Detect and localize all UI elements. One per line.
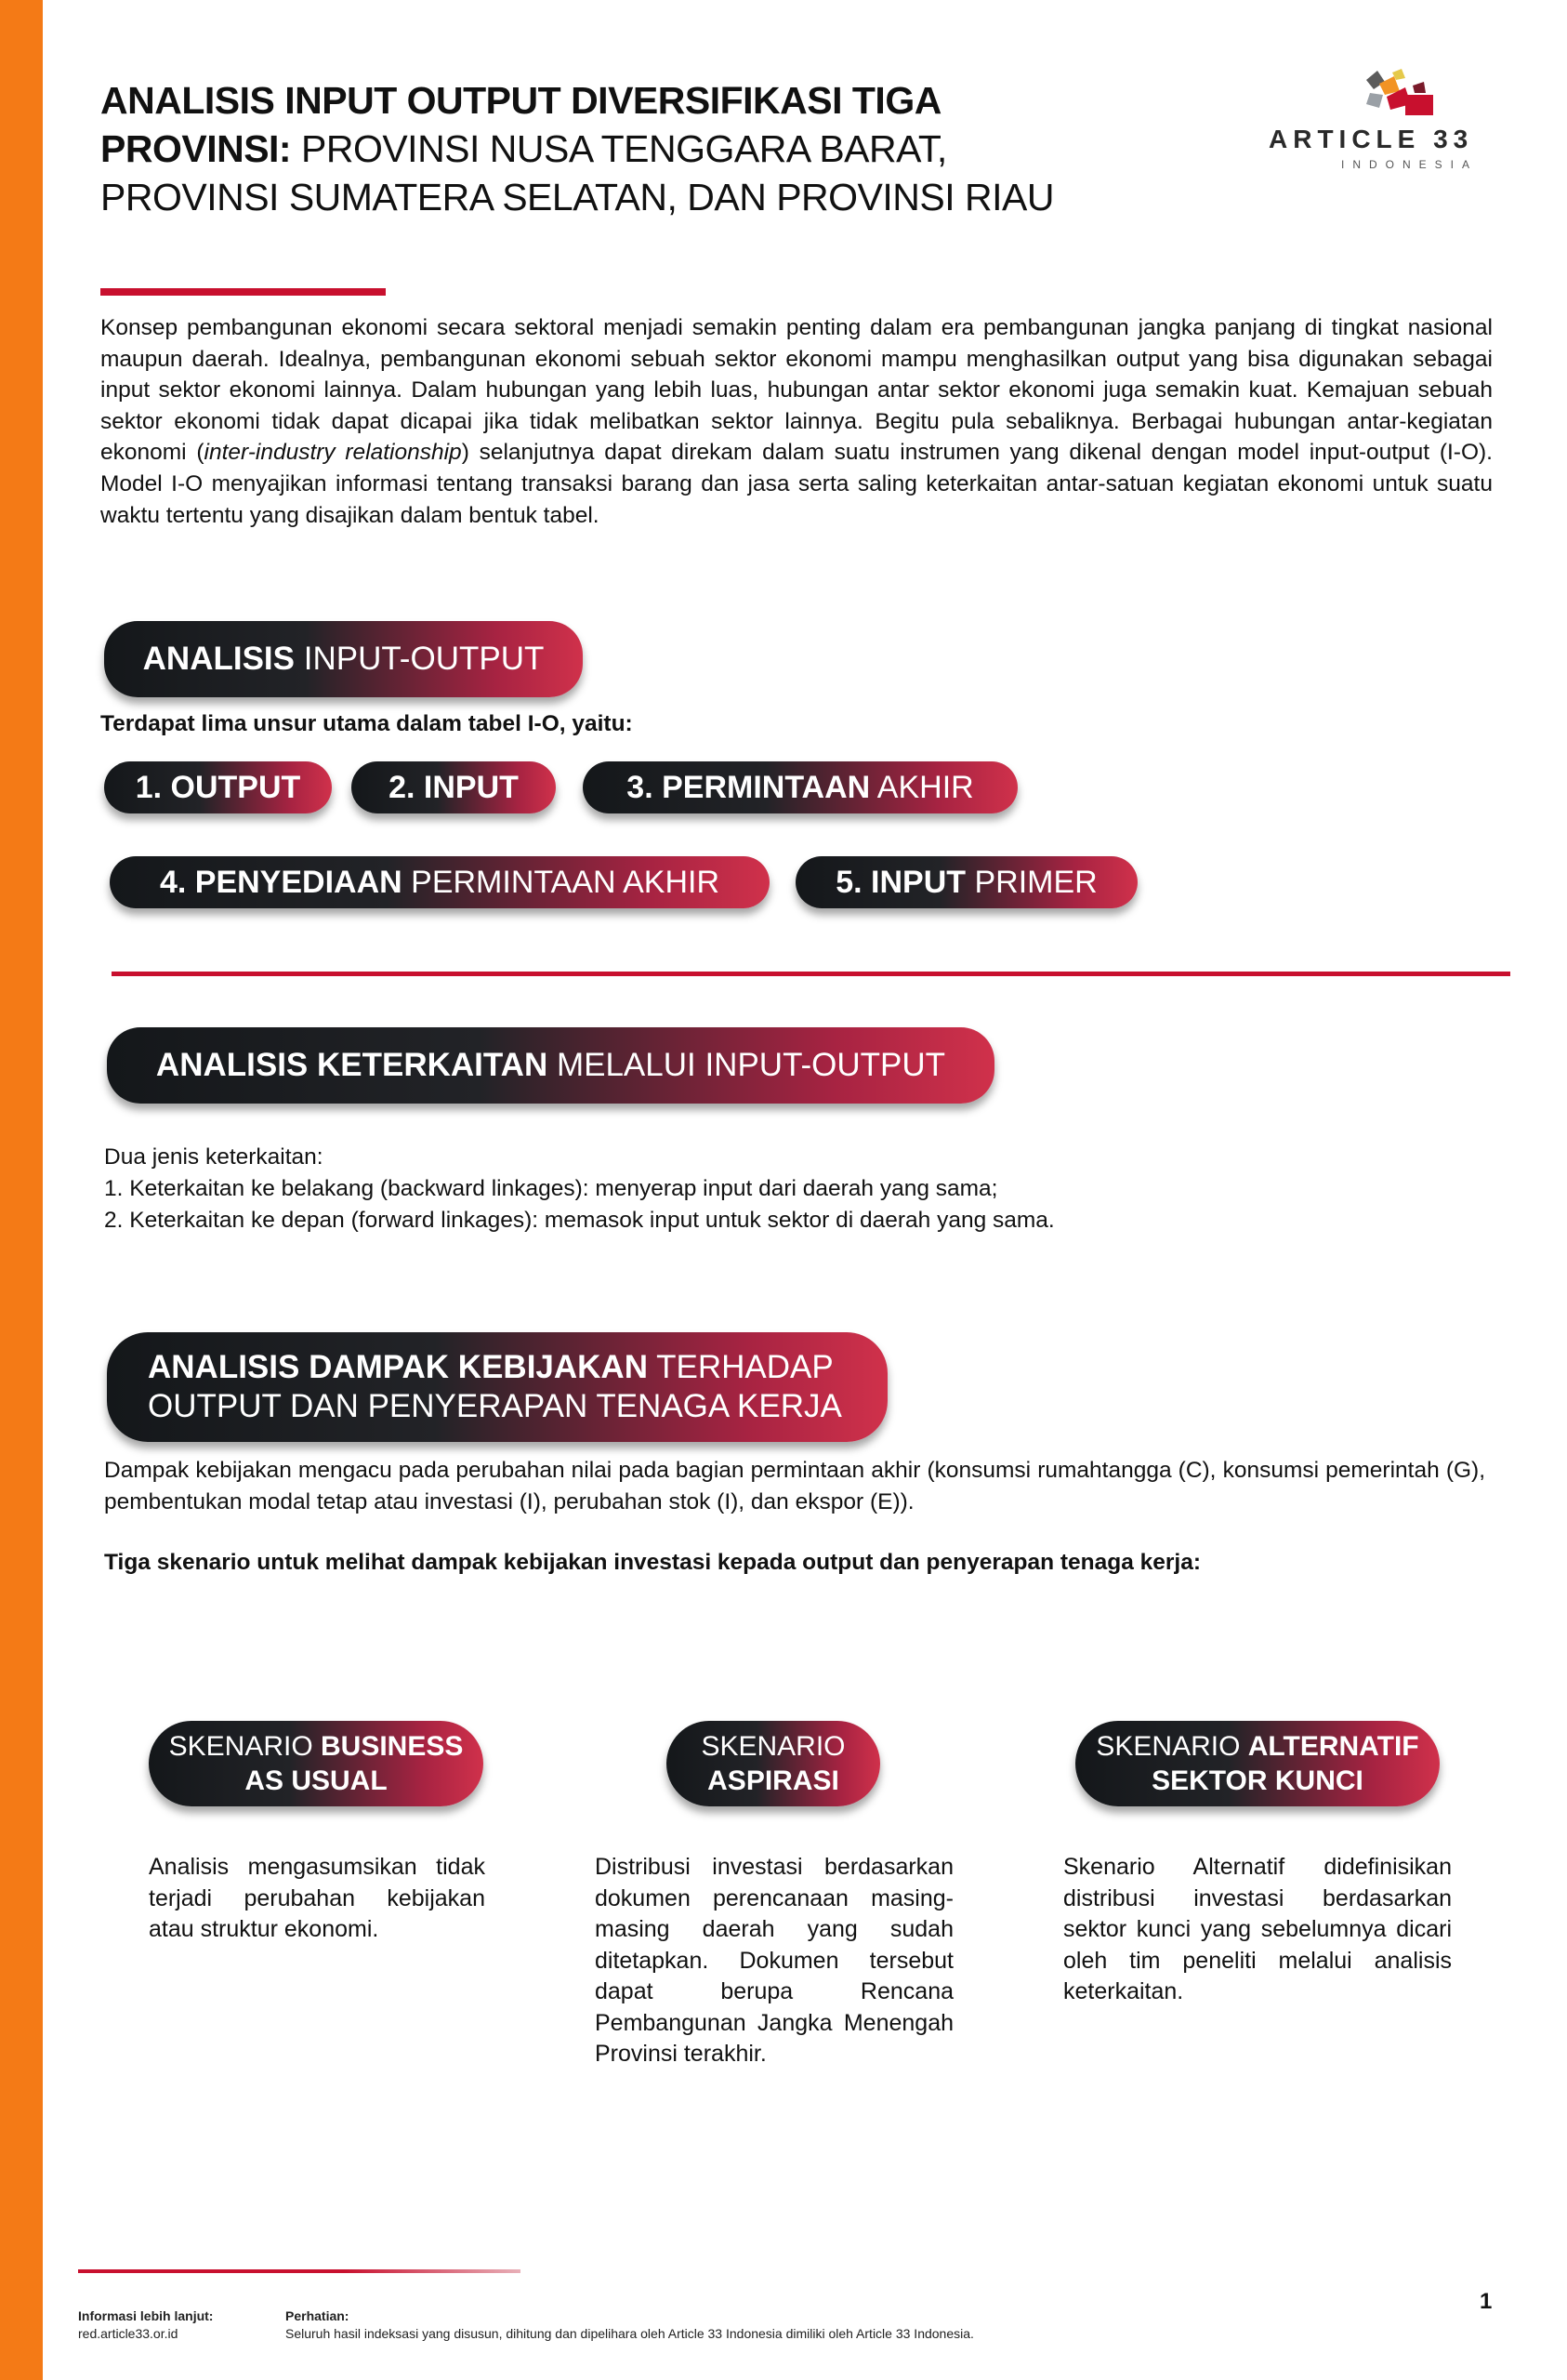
intro-paragraph — [100, 312, 1493, 531]
section-heading-input-output — [104, 621, 583, 697]
io-element-input — [351, 761, 556, 813]
footer-line — [78, 2269, 520, 2273]
element-label: 4. PENYEDIAAN — [159, 864, 402, 900]
scenario-aspirasi — [666, 1721, 880, 1806]
element-label-rest: AKHIR — [870, 769, 974, 805]
heading-bold: ANALISIS KETERKAITAN — [155, 1047, 548, 1083]
page-title — [100, 76, 1076, 221]
linkage-line-1: Dua jenis keterkaitan: — [104, 1144, 323, 1170]
title-bold: ANALISIS INPUT OUTPUT DIVERSIFIKASI TIGA PROVINSI: — [100, 79, 941, 170]
scenario-1-description: Analisis mengasumsikan tidak terjadi perubahan kebijakan atau struktur ekonomi. — [149, 1854, 485, 1942]
section-heading-dampak-kebijakan — [107, 1332, 888, 1442]
logo-mark-icon — [1357, 67, 1450, 132]
heading-rest: MELALUI INPUT-OUTPUT — [547, 1047, 946, 1083]
dampak-paragraph: Dampak kebijakan mengacu pada perubahan nilai pada bagian permintaan akhir (konsumsi rumahtangga (C), konsumsi pemerintah (G), pembentukan modal tetap atau investasi (I), perubahan stok (I), dan ekspor (E)). — [104, 1458, 1485, 1514]
scenario-3-description: Skenario Alternatif didefinisikan distribusi investasi berdasarkan sektor kunci yang sebelumnya dicari oleh tim peneliti melalui analisis keterkaitan. — [1063, 1854, 1452, 2004]
scenario-2-description: Distribusi investasi berdasarkan dokumen perencanaan masing-masing daerah yang sudah ditetapkan. Dokumen tersebut dapat berupa Rencana Pembangunan Jangka Menengah Provinsi terakhir. — [595, 1854, 954, 2067]
intro-part-2: ) selanjutnya dapat direkam dalam suatu instrumen yang dikenal dengan model input-output (I-O). Model I-O menyajikan informasi tentang transaksi barang dan jasa serta saling keterkaitan antar-satuan kegiatan ekonomi untuk suatu waktu tertentu yang disajikan dalam bentuk tabel. — [100, 440, 1493, 528]
io-element-input-primer — [796, 856, 1138, 908]
footer-info-link[interactable]: red.article33.or.id — [78, 2326, 178, 2341]
scenario-label: SKENARIO ALTERNATIF SEKTOR KUNCI — [1096, 1731, 1419, 1796]
element-label: 5. INPUT — [836, 864, 967, 900]
scenario-business-as-usual — [149, 1721, 483, 1806]
element-label-rest: PRIMER — [966, 864, 1098, 900]
io-element-permintaan-akhir — [583, 761, 1018, 813]
title-underline — [100, 288, 386, 296]
scenario-label: SKENARIO ASPIRASI — [701, 1731, 846, 1796]
article33-logo — [1269, 67, 1479, 174]
page-number: 1 — [1480, 2289, 1493, 2314]
io-elements-intro: Terdapat lima unsur utama dalam tabel I-O, yaitu: — [100, 711, 633, 736]
footer-note — [285, 2307, 974, 2343]
io-element-output — [104, 761, 332, 813]
scenario-alternatif-sektor-kunci — [1075, 1721, 1440, 1806]
intro-italic-term: inter-industry relationship — [204, 440, 462, 466]
heading-rest: INPUT-OUTPUT — [295, 641, 545, 677]
element-label-rest: PERMINTAAN AKHIR — [402, 864, 720, 900]
linkage-line-3: 2. Keterkaitan ke depan (forward linkages): memasok input untuk sektor di daerah yang sama. — [104, 1208, 1055, 1233]
side-accent-bar — [0, 0, 43, 2380]
io-element-penyediaan-permintaan-akhir — [110, 856, 770, 908]
heading-rest-2: OUTPUT DAN PENYERAPAN TENAGA KERJA — [148, 1388, 842, 1424]
section-divider — [112, 972, 1510, 976]
footer-info — [78, 2307, 213, 2343]
heading-bold: ANALISIS — [142, 641, 296, 677]
footer-note-label: Perhatian: — [285, 2308, 349, 2323]
element-label: 2. INPUT — [388, 769, 519, 805]
element-label: 3. PERMINTAAN — [626, 769, 871, 805]
footer-note-text: Seluruh hasil indeksasi yang disusun, dihitung dan dipelihara oleh Article 33 Indonesia dimiliki oleh Article 33 Indonesia. — [285, 2326, 974, 2341]
footer-info-label: Informasi lebih lanjut: — [78, 2308, 214, 2323]
scenario-intro: Tiga skenario untuk melihat dampak kebijakan investasi kepada output dan penyerapan tenaga kerja: — [104, 1550, 1202, 1575]
heading-rest-1: TERHADAP — [648, 1349, 834, 1385]
logo-subtitle: INDONESIA — [1341, 158, 1479, 171]
heading-text — [148, 1348, 842, 1426]
linkage-line-2: 1. Keterkaitan ke belakang (backward linkages): menyerap input dari daerah yang sama; — [104, 1176, 998, 1201]
scenario-label: SKENARIO BUSINESS AS USUAL — [168, 1731, 464, 1796]
section-heading-keterkaitan — [107, 1027, 994, 1104]
intro-part-1: Konsep pembangunan ekonomi secara sektoral menjadi semakin penting dalam era pembangunan jangka panjang di tingkat nasional maupun daerah. Idealnya, pembangunan ekonomi sebuah sektor ekonomi mampu menghasilkan output yang bisa digunakan sebagai input sektor ekonomi lainnya. Dalam hubungan yang lebih luas, hubungan antar sektor ekonomi juga semakin kuat. Kemajuan sebuah sektor ekonomi tidak dapat dicapai jika tidak melibatkan sektor lainnya. Begitu pula sebaliknya. Berbagai hubungan antar-kegiatan ekonomi ( — [100, 315, 1493, 466]
element-label: 1. OUTPUT — [135, 769, 301, 805]
title-rest: PROVINSI NUSA TENGGARA BARAT, PROVINSI SUMATERA SELATAN, DAN PROVINSI RIAU — [100, 127, 1054, 218]
heading-bold: ANALISIS DAMPAK KEBIJAKAN — [148, 1349, 648, 1385]
logo-wordmark: ARTICLE 33 — [1269, 125, 1474, 153]
